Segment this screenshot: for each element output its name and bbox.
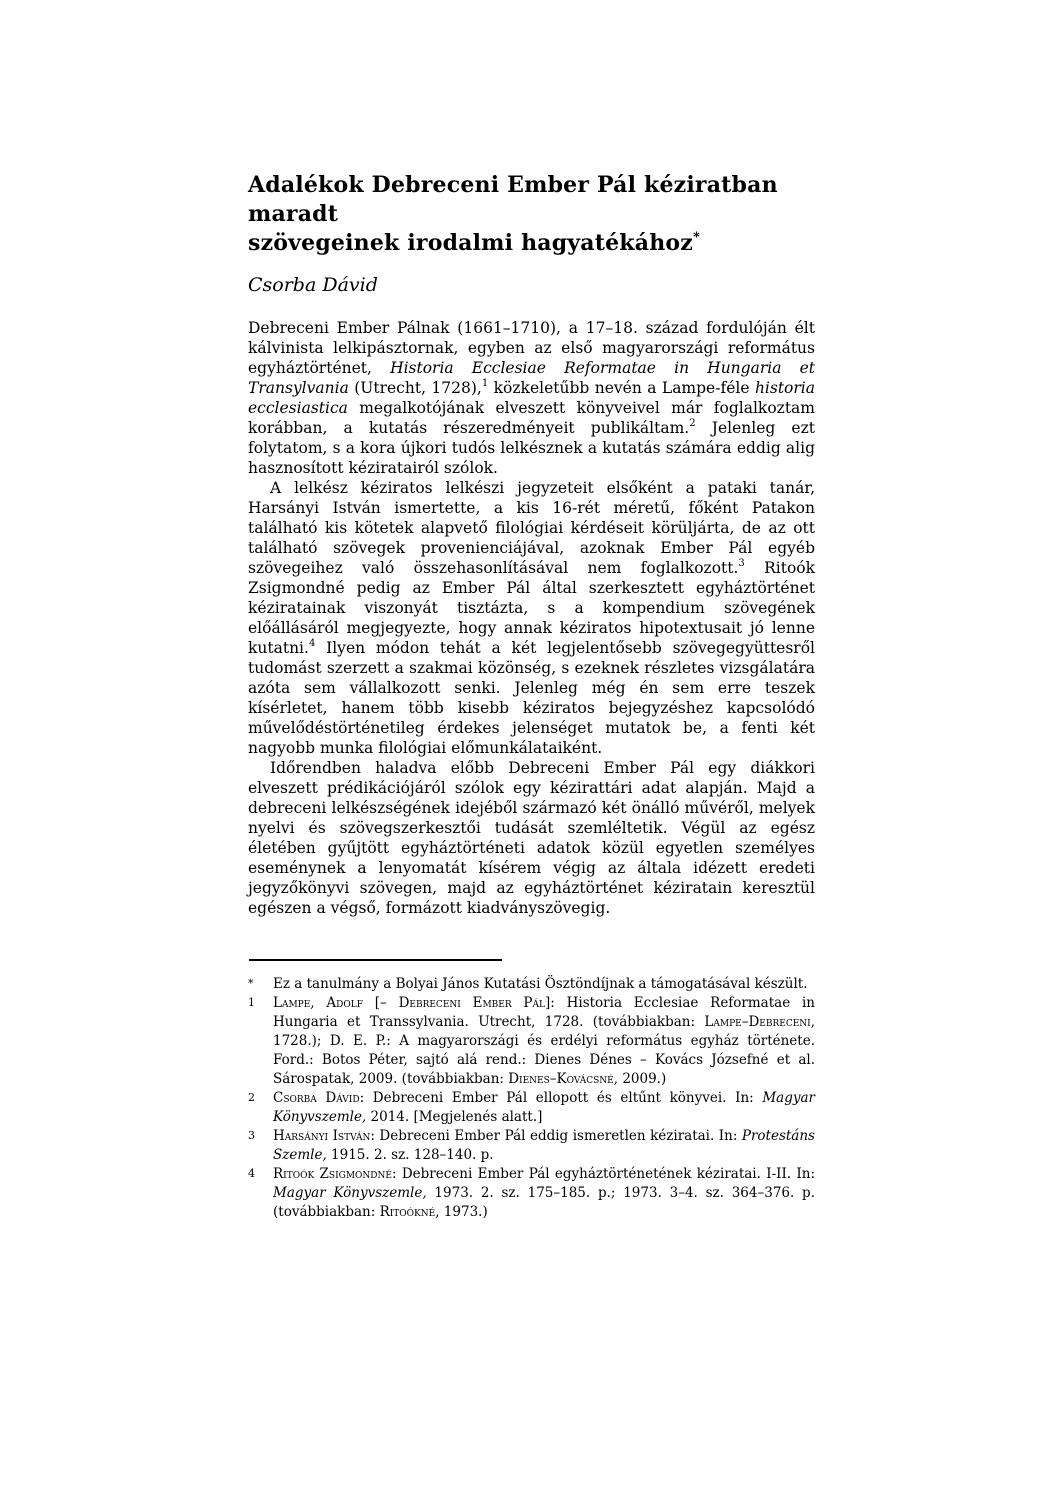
footnote-text — [273, 1127, 815, 1165]
text-run: 4 — [308, 637, 316, 649]
footnotes-section — [248, 975, 815, 1222]
text-run: Lampe–Debreceni — [704, 1014, 811, 1030]
footnote-marker: 1 — [248, 996, 255, 1009]
article-body — [248, 318, 815, 918]
paragraph — [248, 318, 815, 478]
text-run: Jelenleg ezt folytatom, s a kora újkori tudós lelkésznek a kutatás számára eddig alig hasznosított kéziratairól szólok. — [248, 419, 815, 477]
text-run: 1915. 2. sz. 128–140. p. — [326, 1147, 494, 1163]
text-run: Csorba Dávid — [273, 1090, 360, 1106]
text-run: Debreceni Ember Pálnak (1661–1710), a 17–18. század fordulóján élt kálvinista lelkipásztornak, egyben az első magyarországi református egyháztörténet, — [248, 319, 815, 377]
text-run: Magyar Könyvszemle, — [273, 1185, 427, 1201]
text-run: ]: Historia Ecclesiae Reformatae in Hungaria et Transsylvania. Utrecht, 1728. (továbbiakban: — [273, 995, 816, 1030]
footnote-text — [273, 994, 815, 1089]
text-run: megalkotójának elveszett könyveivel már foglalkoztam korábban, a kutatás részeredményeit publikáltam. — [248, 399, 815, 437]
text-run: : Debreceni Ember Pál eddig ismeretlen kéziratai. In: — [370, 1128, 742, 1144]
text-run: historia ecclesiastica — [248, 379, 815, 417]
article-title-line1: Adalékok Debreceni Ember Pál kéziratban maradt — [248, 172, 778, 227]
footnote-marker: 2 — [248, 1091, 255, 1104]
text-run: Debreceni Ember Pál — [398, 995, 545, 1011]
text-run: : Debreceni Ember Pál ellopott és eltűnt könyvei. In: — [359, 1090, 763, 1106]
text-run: Historia Ecclesiae Reformatae in Hungaria et Transylvania — [248, 359, 815, 397]
text-run: 1 — [481, 377, 489, 389]
title-footnote-marker: * — [692, 229, 700, 245]
article-title — [248, 171, 815, 258]
footnote-item — [248, 1165, 815, 1222]
text-run: , 1973.) — [435, 1204, 488, 1220]
text-run: 2 — [689, 417, 696, 429]
footnote-separator — [249, 959, 502, 961]
text-run: : Debreceni Ember Pál egyháztörténetének kéziratai. I-II. In: — [391, 1166, 815, 1182]
article-title-line2: szövegeinek irodalmi hagyatékához — [248, 230, 693, 256]
text-run: Ilyen módon tehát a két legjelentősebb szövegegyüttesről tudomást szerzett a szakmai közönség, s ezeknek részletes vizsgálatára azóta sem vállalkozott senki. Jelenleg még én sem erre teszek kísérletet, hanem több kisebb kéziratos bejegyzéshez kapcsolódó művelődéstörténetileg érdekes jelenséget mutatok be, a fenti két nagyobb munka filológiai előmunkálataiként. — [248, 639, 815, 757]
footnote-marker: 3 — [248, 1129, 255, 1142]
footnote-item — [248, 994, 815, 1089]
text-run: Harsányi István — [273, 1128, 371, 1144]
footnote-text — [273, 1165, 815, 1222]
footnote-marker: * — [248, 977, 254, 990]
text-run: 1973. 2. sz. 175–185. p.; 1973. 3–4. sz. 364–376. p. (továbbiakban: — [273, 1185, 815, 1220]
text-run: közkeletűbb nevén a Lampe-féle — [488, 379, 755, 397]
footnote-text — [273, 1089, 815, 1127]
paragraph — [248, 758, 815, 918]
footnote-text — [273, 975, 815, 994]
text-run: Dienes–Kovácsné — [508, 1071, 614, 1087]
text-run: Protestáns Szemle, — [273, 1128, 815, 1163]
text-run: Magyar Könyvszemle, — [273, 1090, 816, 1125]
text-run: Ez a tanulmány a Bolyai János Kutatási Ösztöndíjnak a támogatásával készült. — [273, 976, 808, 992]
author-name: Csorba Dávid — [248, 274, 378, 296]
text-run: , 2009.) — [613, 1071, 667, 1087]
text-run: 3 — [738, 557, 745, 569]
footnote-item — [248, 1127, 815, 1165]
footnote-item — [248, 1089, 815, 1127]
text-run: Ritoók Zsigmondné — [273, 1166, 392, 1182]
text-run: Lampe, Adolf — [273, 995, 363, 1011]
text-run: 2014. [Megjelenés alatt.] — [366, 1109, 543, 1125]
text-run: Ritoók Zsigmondné pedig az Ember Pál által szerkesztett egyháztörténet kéziratainak viszonyát tisztázta, s a kompendium szövegének előállásáról megjegyezte, hogy annak kéziratos hipotextusait jó lenne kutatni. — [248, 559, 815, 657]
paragraph — [248, 478, 815, 758]
text-run: A lelkész kéziratos lelkészi jegyzeteit elsőként a pataki tanár, Harsányi István ismertette, a kis 16-rét méretű, főként Patakon található kis kötetek alapvető filológiai kérdéseit körüljárta, de az ott található szövegek provenienciájával, azoknak Ember Pál egyéb szövegeihez való összehasonlításával nem foglalkozott. — [248, 479, 815, 577]
text-run: (Utrecht, 1728), — [348, 379, 482, 397]
text-run: [– — [362, 995, 399, 1011]
text-run: Ritoókné — [379, 1204, 436, 1220]
text-run: , 1728.); D. E. P.: A magyarországi és erdélyi református egyház története. Ford.: Botos Péter, sajtó alá rend.: Dienes Dénes – Kovács Józsefné et al. Sárospatak, 2009. (továbbiakban: — [273, 1014, 815, 1087]
footnote-item — [248, 975, 815, 994]
text-run: Időrendben haladva előbb Debreceni Ember Pál egy diákkori elveszett prédikációjáról szólok egy kézirattári adat alapján. Majd a debreceni lelkészségének idejéből származó két önálló művéről, melyek nyelvi és szövegszerkesztői tudását szemléltetik. Végül az egész életében gyűjtött egyháztörténeti adatok közül egyetlen személyes eseménynek a lenyomatát kísérem végig az általa idézett eredeti jegyzőkönyvi szövegen, majd az egyháztörténet kéziratain keresztül egészen a végső, formázott kiadványszövegig. — [248, 759, 815, 917]
footnote-marker: 4 — [248, 1167, 255, 1180]
